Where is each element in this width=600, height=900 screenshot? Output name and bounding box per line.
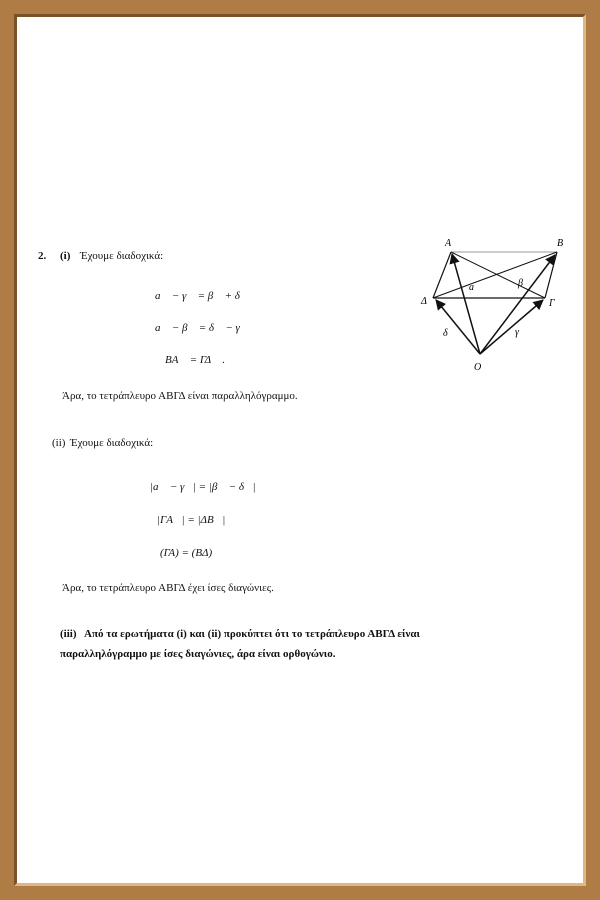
label-vector-b: β⃗: [518, 278, 531, 289]
vector-b-arrow: [480, 255, 555, 354]
part-ii-intro: Έχουμε διαδοχικά:: [70, 437, 154, 449]
part-ii-label: (ii): [52, 437, 66, 449]
part-iii-line-1: Από τα ερωτήματα (i) και (ii) προκύπτει ότι το τετράπλευρο ΑΒΓΔ είναι: [84, 628, 420, 640]
part-i-label: (i): [60, 250, 71, 262]
part-ii-conclusion: Άρα, το τετράπλευρο ΑΒΓΔ έχει ίσες διαγώνιες.: [62, 582, 274, 594]
part-i-equation-2: a⃗ − β⃗ = δ⃗ − γ⃗: [155, 322, 249, 334]
part-ii-equation-3: (ΓΑ) = (ΒΔ): [160, 547, 213, 559]
label-vector-g: γ⃗: [515, 327, 527, 338]
label-O: O: [474, 362, 482, 373]
label-A: A: [445, 238, 452, 249]
vector-a-arrow: [452, 254, 480, 354]
part-ii-equation-1: |a⃗ − γ⃗| = |β⃗ − δ⃗|: [150, 481, 256, 493]
problem-number: 2.: [38, 250, 47, 262]
diagonal-AG: [451, 252, 545, 298]
label-vector-a: a⃗: [469, 282, 482, 293]
label-vector-d: δ⃗: [443, 328, 456, 339]
part-ii-equation-2: |ΓA⃗| = |ΔB⃗|: [157, 514, 226, 526]
part-i-intro: Έχουμε διαδοχικά:: [80, 250, 164, 262]
side-AD: [433, 252, 451, 298]
part-i-equation-1: a⃗ − γ⃗ = β⃗ + δ⃗: [155, 290, 249, 302]
label-Delta: Δ: [421, 296, 427, 307]
side-BG: [545, 252, 557, 298]
label-B: B: [557, 238, 564, 249]
part-iii-line-2: παραλληλόγραμμο με ίσες διαγώνιες, άρα είναι ορθογώνιο.: [60, 648, 336, 660]
vector-diagram: [415, 232, 585, 382]
label-Gamma: Γ: [549, 298, 555, 309]
vector-g-arrow: [480, 300, 543, 354]
vector-d-arrow: [436, 300, 480, 354]
part-i-conclusion: Άρα, το τετράπλευρο ΑΒΓΔ είναι παραλληλόγραμμο.: [62, 390, 298, 402]
part-iii-label: (iii): [60, 628, 77, 640]
diagonal-BD: [433, 252, 557, 298]
part-i-equation-3: BA⃗ = ΓΔ⃗ .: [165, 354, 226, 366]
